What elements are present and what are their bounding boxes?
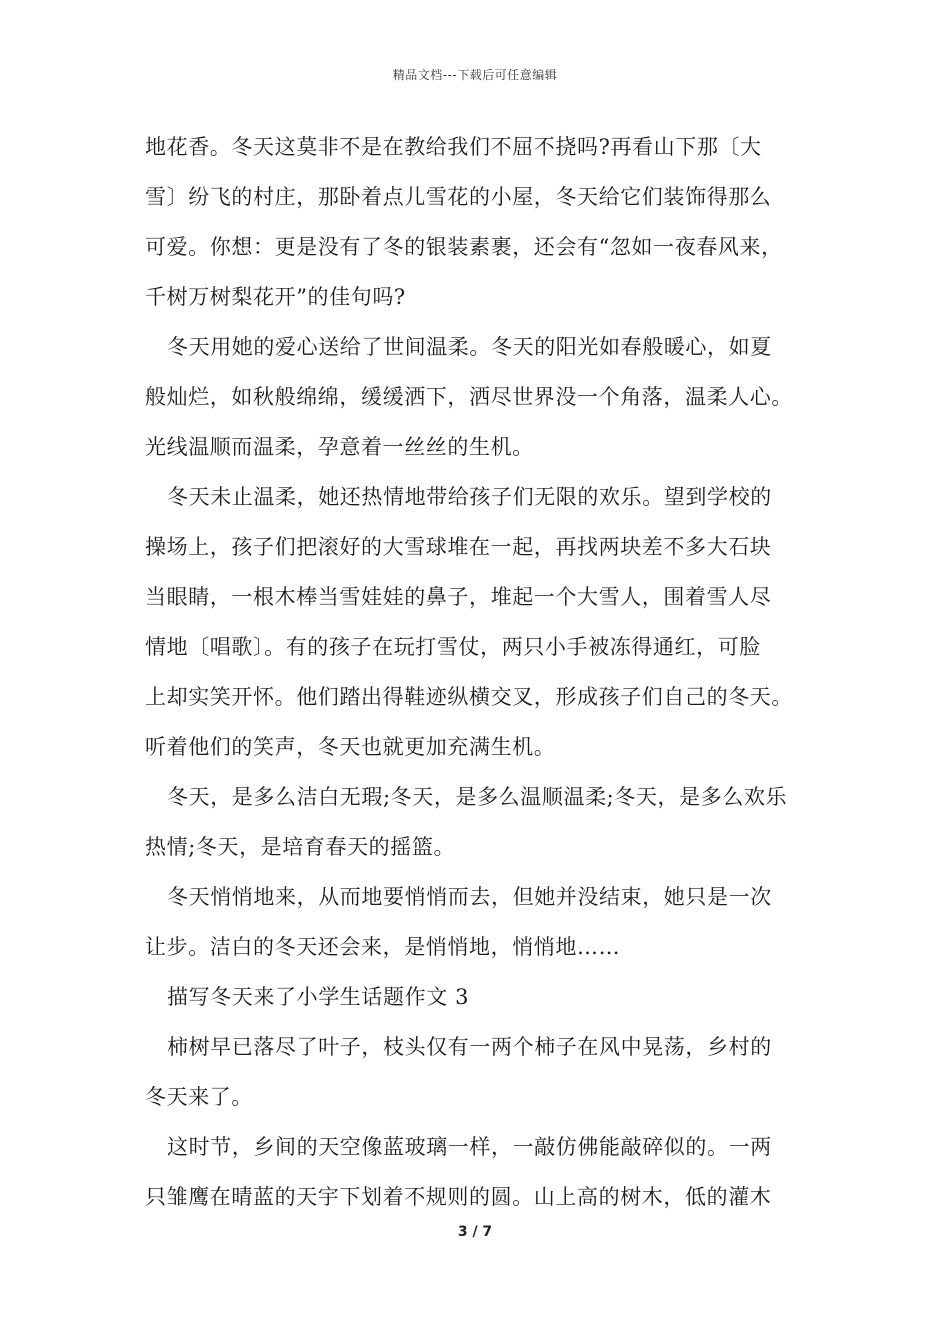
text-line: 可爱。你想：更是没有了冬的银装素裹，还会有“忽如一夜春风来， — [145, 235, 783, 259]
page-number: 3 / 7 — [457, 1224, 493, 1240]
text-line: 冬天用她的爱心送给了世间温柔。冬天的阳光如春般暖心，如夏 — [167, 335, 772, 359]
page-header: 精品文档---下载后可任意编辑 — [392, 68, 558, 82]
text-line: 情地〔唱歌〕。有的孩子在玩打雪仗，两只小手被冻得通红，可脸 — [145, 635, 761, 659]
text-line: 冬天，是多么洁白无瑕;冬天，是多么温顺温柔;冬天，是多么欢乐 — [167, 785, 788, 809]
text-line: 当眼睛，一根木棒当雪娃娃的鼻子，堆起一个大雪人，围着雪人尽 — [145, 585, 772, 609]
document-body — [145, 122, 825, 1222]
text-line: 雪〕纷飞的村庄，那卧着点儿雪花的小屋，冬天给它们装饰得那么 — [145, 185, 772, 209]
text-line: 千树万树梨花开”的佳句吗? — [145, 285, 406, 309]
text-line: 热情;冬天，是培育春天的摇篮。 — [145, 835, 456, 859]
text-line: 这时节，乡间的天空像蓝玻璃一样，一敲仿佛能敲碎似的。一两 — [167, 1135, 772, 1159]
text-line: 操场上，孩子们把滚好的大雪球堆在一起，再找两块差不多大石块 — [145, 535, 772, 559]
text-line: 只雏鹰在晴蓝的天宇下划着不规则的圆。山上高的树木，低的灌木 — [145, 1185, 772, 1209]
text-line: 冬天来了。 — [145, 1085, 253, 1109]
text-line: 听着他们的笑声，冬天也就更加充满生机。 — [145, 735, 556, 759]
text-line: 光线温顺而温柔，孕意着一丝丝的生机。 — [145, 435, 534, 459]
text-line: 柿树早已落尽了叶子，枝头仅有一两个柿子在风中晃荡，乡村的 — [167, 1035, 772, 1059]
text-line: 上却实笑开怀。他们踏出得鞋迹纵横交叉，形成孩子们自己的冬天。 — [145, 685, 793, 709]
text-line: 地花香。冬天这莫非不是在教给我们不屈不挠吗?再看山下那〔大 — [145, 135, 762, 159]
text-line: 般灿烂，如秋般绵绵，缓缓洒下，洒尽世界没一个角落，温柔人心。 — [145, 385, 793, 409]
text-line: 让步。洁白的冬天还会来，是悄悄地，悄悄地…… — [145, 935, 621, 959]
text-line: 冬天未止温柔，她还热情地带给孩子们无限的欢乐。望到学校的 — [167, 485, 772, 509]
text-line: 冬天悄悄地来，从而地要悄悄而去，但她并没结束，她只是一次 — [167, 885, 772, 909]
section-title: 描写冬天来了小学生话题作文 3 — [167, 985, 470, 1009]
